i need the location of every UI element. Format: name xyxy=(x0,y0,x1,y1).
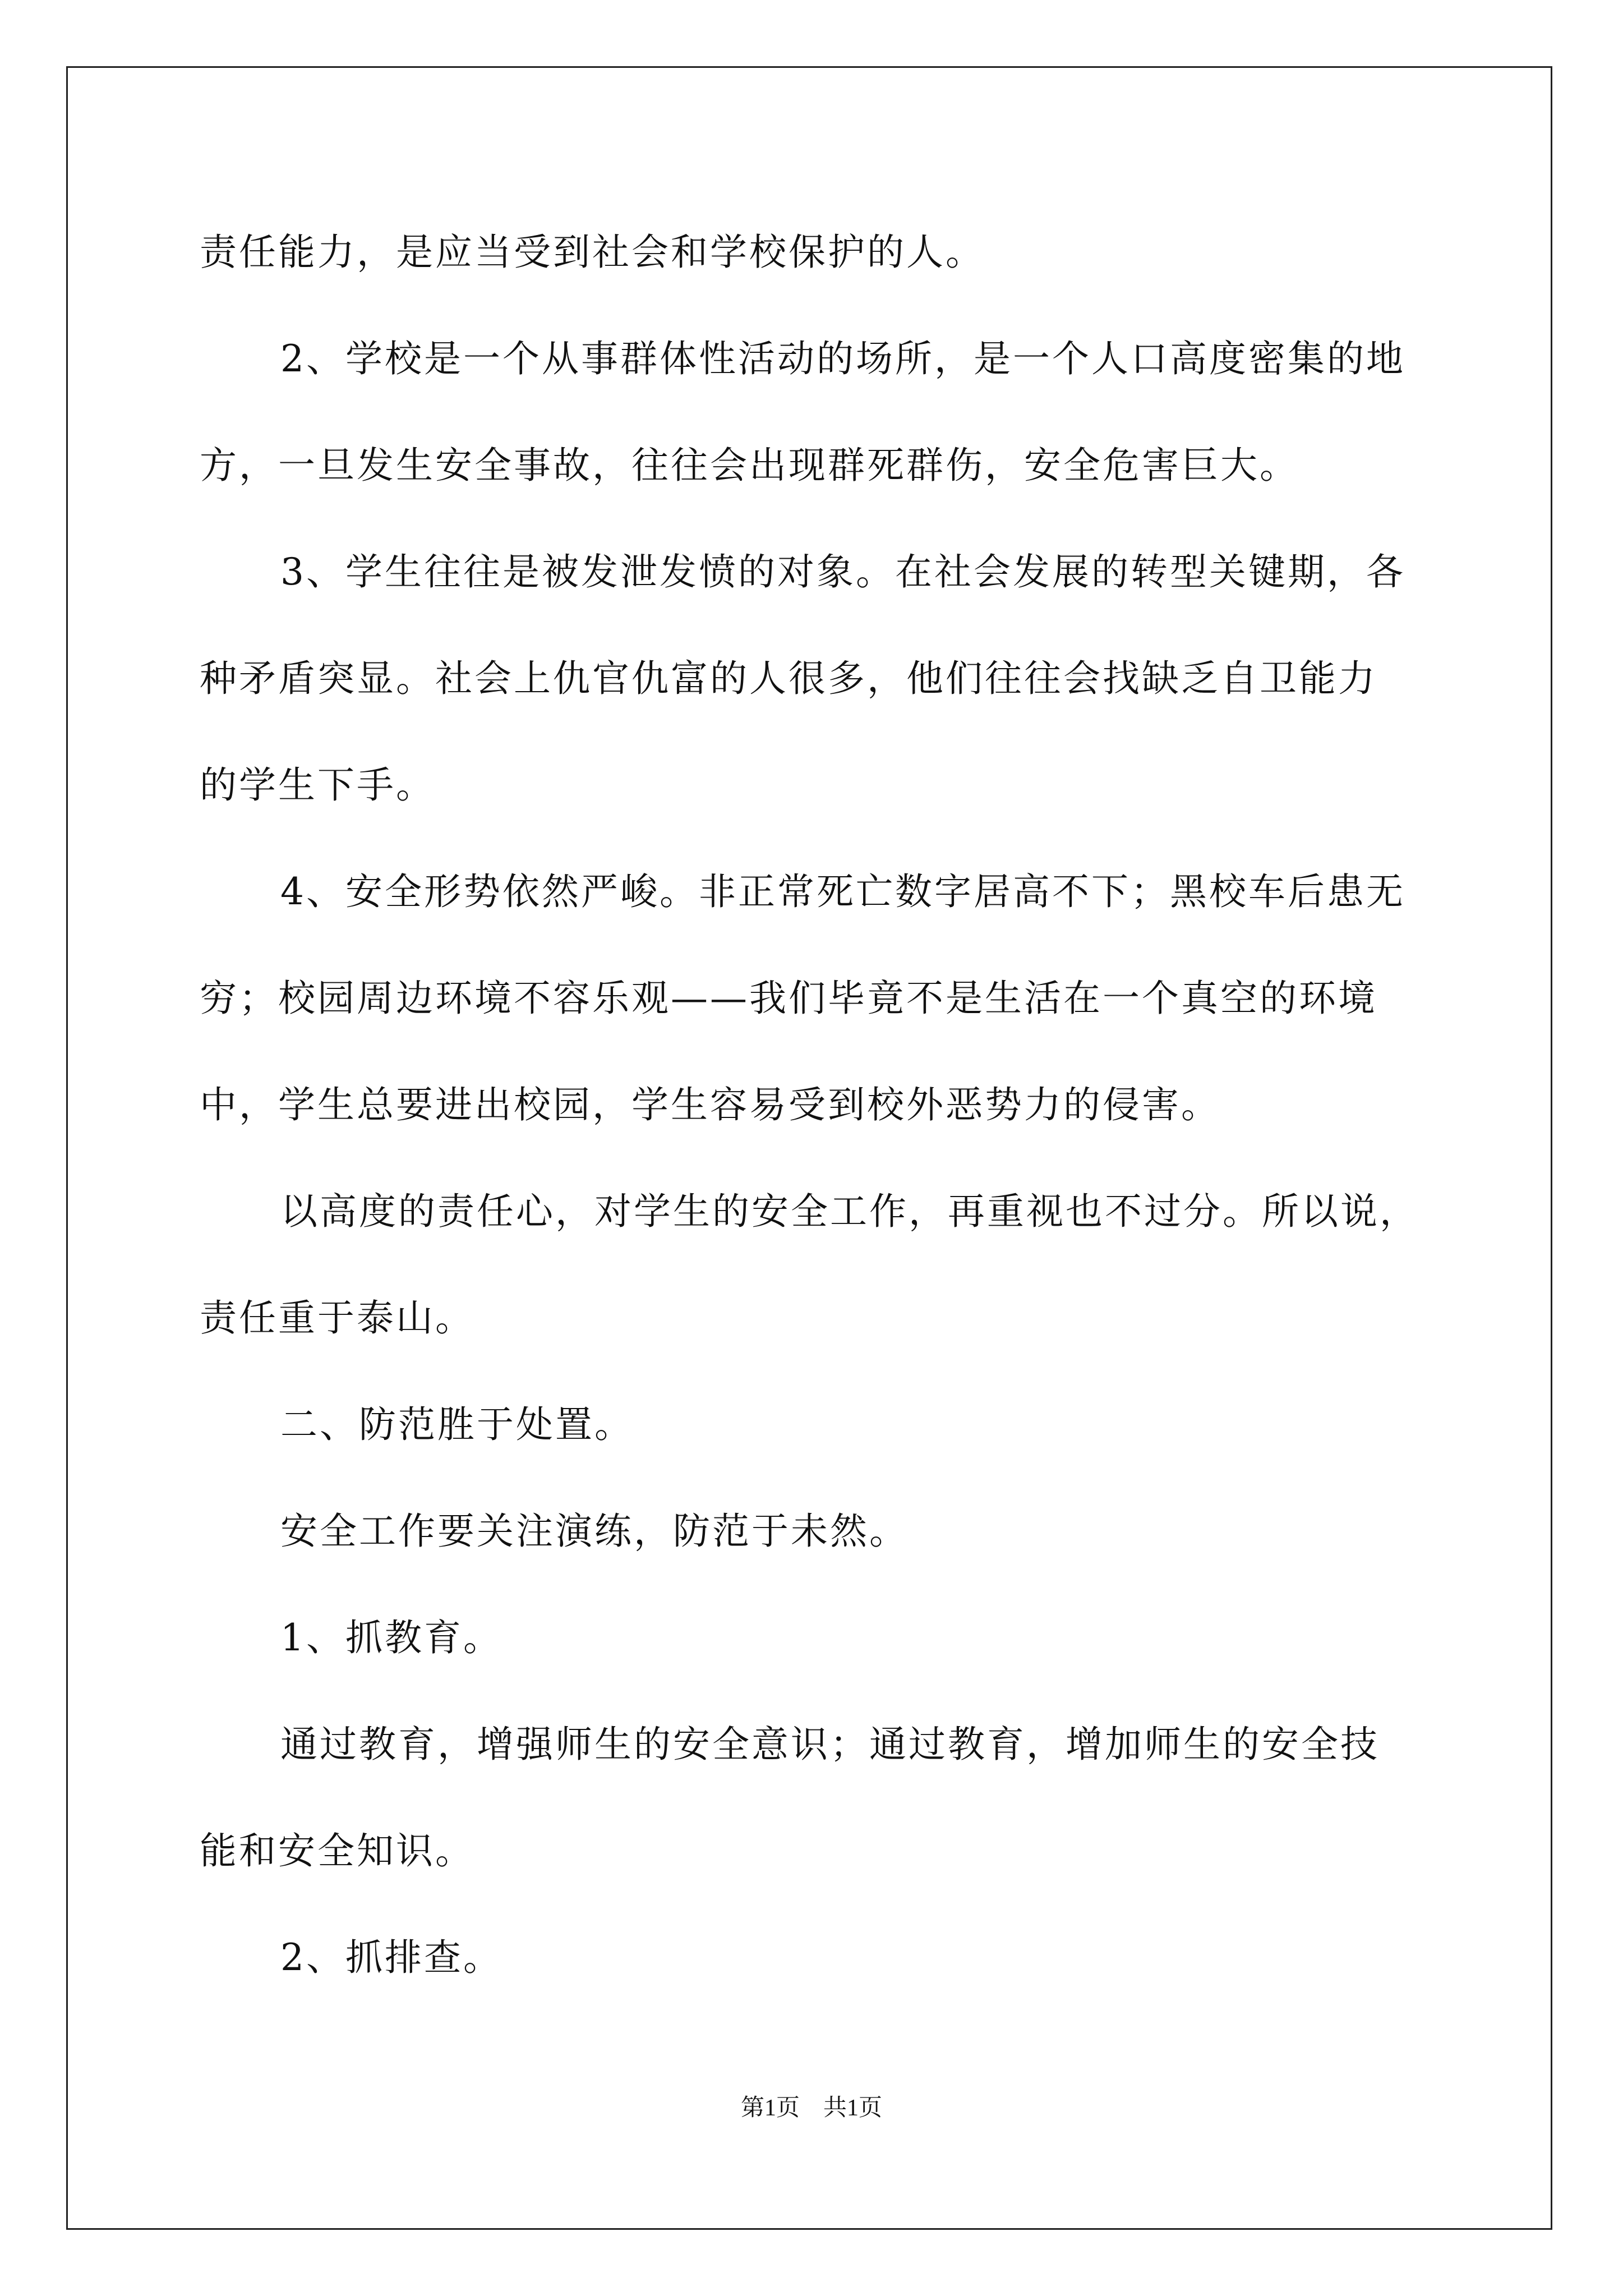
text-line-11: 责任重于泰山。 xyxy=(200,1296,474,1340)
text-line-5: 种矛盾突显。社会上仇官仇富的人很多，他们往往会找缺乏自卫能力 xyxy=(200,657,1377,700)
text-line-16: 能和安全知识。 xyxy=(200,1829,474,1872)
text-line-9: 中，学生总要进出校园，学生容易受到校外恶势力的侵害。 xyxy=(200,1083,1220,1126)
text-line-15: 通过教育，增强师生的安全意识；通过教育，增加师生的安全技 xyxy=(280,1723,1380,1766)
text-line-17: 2、抓排查。 xyxy=(280,1936,502,1979)
text-line-1: 责任能力，是应当受到社会和学校保护的人。 xyxy=(200,231,985,274)
page-number-footer: 第1页 共1页 xyxy=(740,2095,882,2121)
text-line-3: 方，一旦发生安全事故，往往会出现群死群伤，安全危害巨大。 xyxy=(200,444,1299,487)
text-line-10: 以高度的责任心，对学生的安全工作，再重视也不过分。所以说， xyxy=(280,1190,1419,1233)
text-line-6: 的学生下手。 xyxy=(200,763,435,807)
page-border xyxy=(66,66,1552,2230)
text-line-8: 穷；校园周边环境不容乐观——我们毕竟不是生活在一个真空的环境 xyxy=(200,977,1377,1020)
text-line-12: 二、防范胜于处置。 xyxy=(280,1403,634,1446)
text-line-4: 3、学生往往是被发泄发愤的对象。在社会发展的转型关键期，各 xyxy=(280,550,1405,593)
text-line-2: 2、学校是一个从事群体性活动的场所，是一个人口高度密集的地 xyxy=(280,337,1405,380)
text-line-13: 安全工作要关注演练，防范于未然。 xyxy=(280,1510,909,1553)
text-line-14: 1、抓教育。 xyxy=(280,1616,502,1659)
text-line-7: 4、安全形势依然严峻。非正常死亡数字居高不下；黑校车后患无 xyxy=(280,870,1405,913)
